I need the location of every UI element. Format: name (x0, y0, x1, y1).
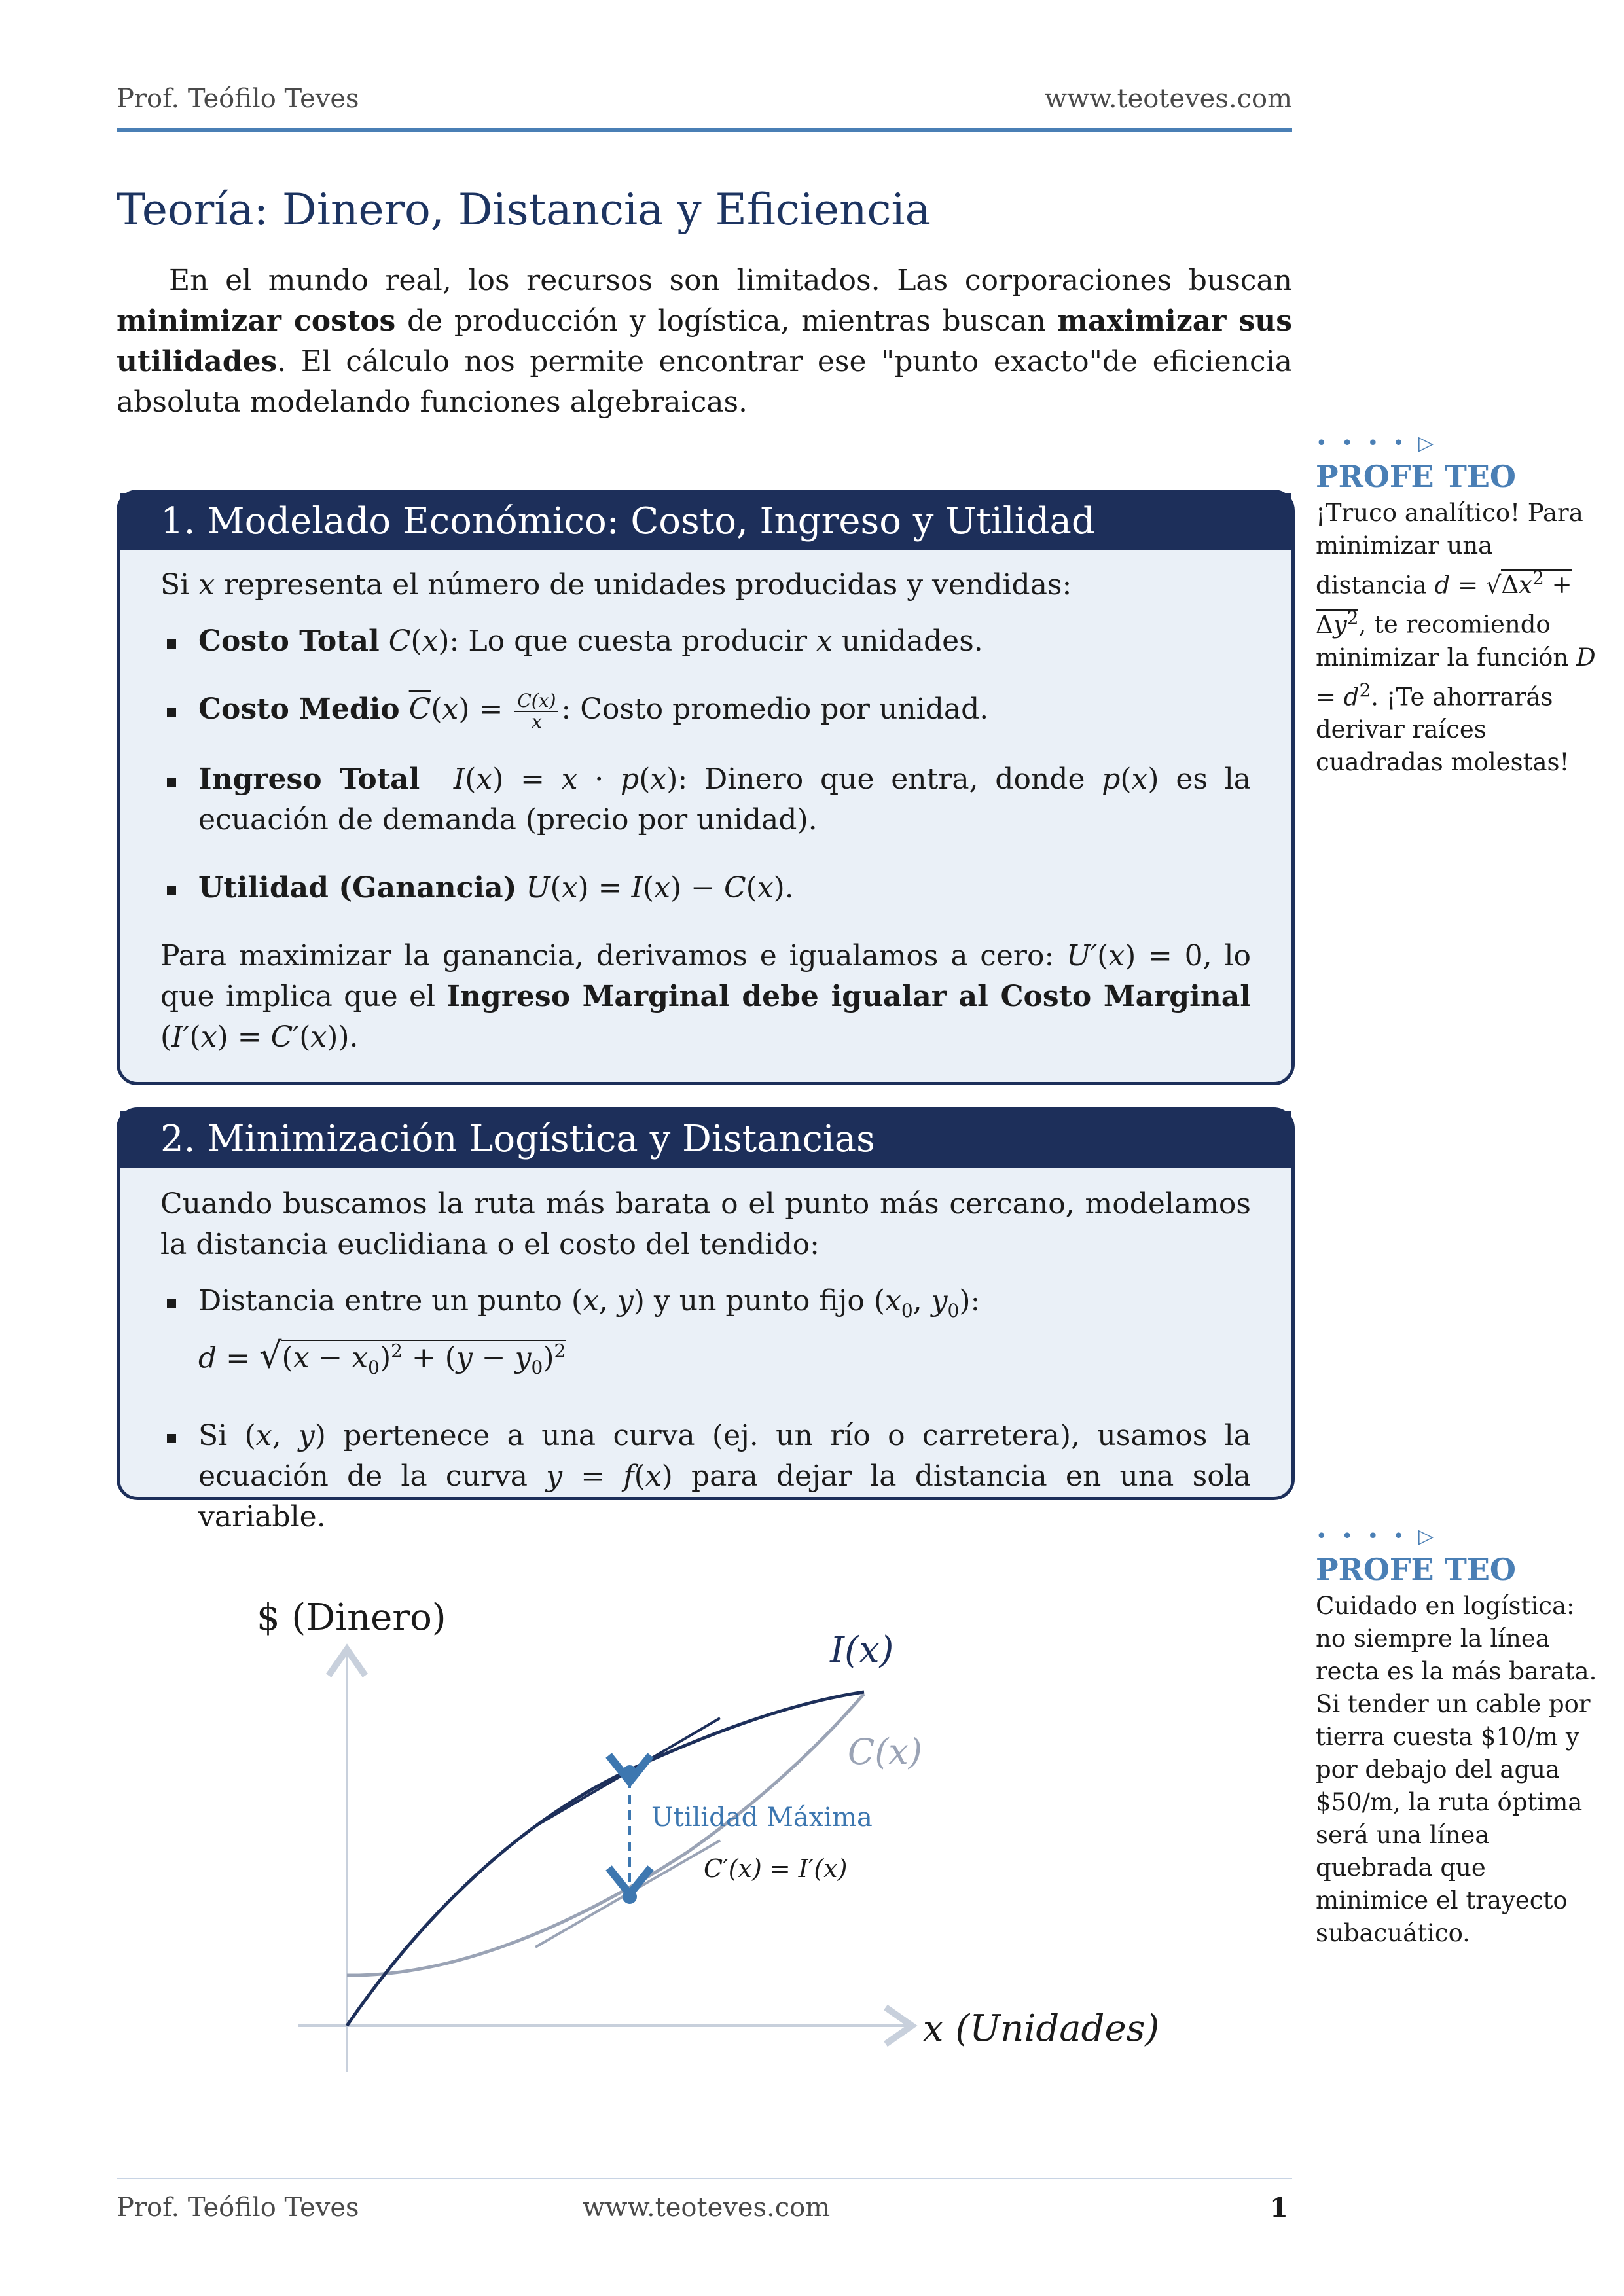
average-cost-fraction: $\frac{C(x)}{x}$ (514, 691, 558, 732)
x-axis-label: x (Unidades) (923, 2007, 1160, 2050)
box-logistics-heading: 2. Minimización Logística y Distancias (120, 1111, 1291, 1168)
box1-closing: Para maximizar la ganancia, derivamos e igualamos a cero: U′(x) = 0, lo que implica que el Ingreso Marginal debe igualar al Costo Marginal (I′(x) = C′(x)). (160, 939, 1251, 1054)
header-author: Prof. Teófilo Teves (117, 84, 359, 114)
y-axis-label: $ (Dinero) (257, 1596, 446, 1639)
list-item: Costo Medio $\overline{C}(x)$ = $\frac{C(x)}{x}$ : Costo promedio por unidad. (160, 689, 1251, 732)
box2-lead: Cuando buscamos la ruta más barata o el punto más cercano, modelamos la distancia euclidiana o el costo del tendido: (160, 1187, 1251, 1261)
note-text: ¡Truco analítico! Para minimizar una distancia $d = √\Delta x^2 + \Delta y^2$, te recomiendo minimizar la función $D = d^2$. ¡Te ahorrarás derivar raíces cuadradas molestas! (1316, 499, 1596, 776)
cost-point (623, 1890, 637, 1904)
list-item: Costo Total C(x): Lo que cuesta producir x unidades. (160, 621, 1251, 662)
note-text: Cuidado en logística: no siempre la línea recta es la más barata. Si tender un cable por tierra cuesta $10/m y por debajo del agua $50/m, la ruta óptima será una línea quebrada que minimice el trayecto subacuático. (1316, 1592, 1597, 1947)
cost-label: C(x) (848, 1731, 922, 1772)
list-item: Ingreso Total I(x) = x · p(x): Dinero que entra, donde p(x) es la ecuación de demanda (precio por unidad). (160, 759, 1251, 840)
intro-text-2: de producción y logística, mientras buscan (395, 304, 1058, 338)
page-number: 1 (1270, 2193, 1288, 2223)
note-arrow-icon: • • • • ▷ (1316, 432, 1437, 455)
revenue-point (623, 1765, 637, 1780)
footer-rule (117, 2178, 1292, 2179)
box-economic-model-heading: 1. Modelado Económico: Costo, Ingreso y Utilidad (120, 493, 1291, 550)
list-item: Si (x, y) pertenece a una curva (ej. un río o carretera), usamos la ecuación de la curva y = f(x) para dejar la distancia en una sola variable. (160, 1416, 1251, 1537)
page-title: Teoría: Dinero, Distancia y Eficiencia (117, 185, 931, 235)
intro-bold-1: minimizar costos (117, 304, 396, 338)
list-item: Utilidad (Ganancia) U(x) = I(x) − C(x). (160, 868, 1251, 908)
revenue-label: I(x) (830, 1629, 894, 1672)
tangent-label: C′(x) = I′(x) (704, 1854, 848, 1883)
box1-lead: Si x representa el número de unidades producidas y vendidas: (160, 568, 1072, 601)
note-arrow-icon: • • • • ▷ (1316, 1525, 1437, 1548)
footer-website: www.teoteves.com (583, 2193, 831, 2223)
intro-text-1: En el mundo real, los recursos son limitados. Las corporaciones buscan (169, 264, 1292, 297)
footer-author: Prof. Teófilo Teves (117, 2193, 359, 2223)
note-title: PROFE TEO (1316, 1552, 1516, 1587)
max-profit-label: Utilidad Máxima (651, 1803, 873, 1833)
intro-bold-2: maximizar sus utilidades (117, 304, 1292, 378)
intro-text-3: . El cálculo nos permite encontrar ese "punto exacto"de eficiencia absoluta modelando funciones algebraicas. (117, 345, 1292, 419)
cost-curve (347, 1694, 864, 1975)
note-title: PROFE TEO (1316, 459, 1516, 494)
header-website: www.teoteves.com (1044, 84, 1292, 114)
list-item: Distancia entre un punto (x, y) y un punto fijo ($x_0$, $y_0$): $d = √(x - x_0)^2 + (y - y_0)^2$ (160, 1281, 1251, 1388)
